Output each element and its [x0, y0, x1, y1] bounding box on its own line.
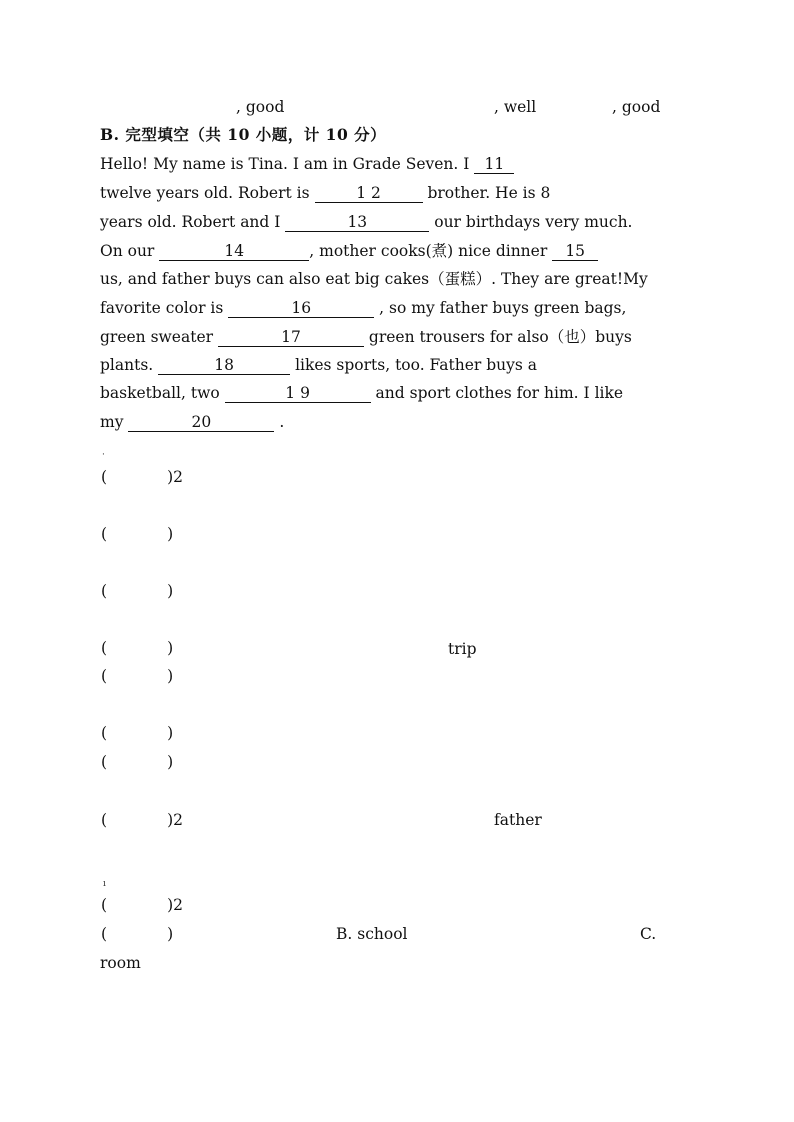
answer-bracket-open: (: [101, 925, 108, 943]
question-row-7[interactable]: [101, 752, 173, 772]
answer-bracket-open: (: [101, 667, 108, 685]
question-row-2[interactable]: [101, 524, 173, 544]
answer-bracket-open: (: [101, 896, 108, 914]
passage-text: , so my father buys green bags,: [374, 299, 627, 317]
blank-17[interactable]: 17: [218, 328, 364, 347]
answer-bracket-open: (: [101, 525, 108, 543]
answer-bracket-close: ): [167, 639, 174, 657]
passage-text: years old. Robert and I: [100, 213, 286, 231]
passage-line-10: [100, 411, 696, 433]
answer-bracket-open: (: [101, 753, 108, 771]
blank-20[interactable]: 20: [128, 413, 274, 432]
answer-bracket-close: ): [167, 753, 174, 771]
passage-text: brother. He is 8: [422, 184, 551, 202]
option-well: , well: [494, 98, 537, 116]
stray-mark: ·: [102, 450, 105, 460]
blank-19[interactable]: 1 9: [225, 384, 371, 403]
option-good-1: , good: [236, 98, 285, 116]
answer-bracket-close: )2: [167, 811, 183, 829]
blank-16[interactable]: 16: [228, 299, 374, 318]
answer-bracket-close: )2: [167, 468, 183, 486]
passage-text: green trousers for also（也）buys: [363, 328, 632, 346]
passage-text: .: [274, 413, 285, 431]
passage-text: favorite color is: [100, 299, 229, 317]
blank-13[interactable]: 13: [285, 213, 429, 232]
answer-bracket-close: )2: [167, 896, 183, 914]
section-b-heading: B. 完型填空（共 10 小题，计 10 分）: [100, 125, 387, 144]
passage-text: green sweater: [100, 328, 218, 346]
passage-line-8: [100, 354, 696, 376]
option-c-label: C.: [640, 925, 657, 943]
question-row-10[interactable]: [101, 924, 173, 944]
question-row-6[interactable]: [101, 723, 173, 743]
passage-text: our birthdays very much.: [429, 213, 633, 231]
answer-bracket-open: (: [101, 724, 108, 742]
answer-bracket-close: ): [167, 724, 174, 742]
passage-line-4: [100, 240, 696, 262]
answer-bracket-close: ): [167, 582, 174, 600]
option-b-school: B. school: [336, 925, 408, 943]
question-row-8[interactable]: [101, 810, 183, 830]
blank-11[interactable]: 11: [474, 155, 514, 174]
question-row-1[interactable]: [101, 467, 183, 487]
stray-mark: ı: [103, 879, 106, 889]
passage-text: , mother cooks(煮) nice dinner: [309, 242, 553, 260]
question-row-4[interactable]: [101, 638, 173, 658]
answer-bracket-close: ): [167, 925, 174, 943]
answer-bracket-close: ): [167, 525, 174, 543]
passage-text: likes sports, too. Father buys a: [290, 356, 538, 374]
passage-line-5: us, and father buys can also eat big cakes（蛋糕）. They are great!My: [100, 270, 648, 288]
option-c-room: room: [100, 954, 141, 972]
blank-18[interactable]: 18: [158, 356, 290, 375]
answer-bracket-open: (: [101, 639, 108, 657]
answer-bracket-open: (: [101, 468, 108, 486]
passage-text: and sport clothes for him. I like: [370, 384, 624, 402]
answer-bracket-open: (: [101, 811, 108, 829]
passage-text: my: [100, 413, 129, 431]
passage-text: On our: [100, 242, 160, 260]
passage-line-7: [100, 326, 696, 348]
passage-line-9: [100, 382, 696, 404]
passage-text: Hello! My name is Tina. I am in Grade Seven. I: [100, 155, 475, 173]
question-row-3[interactable]: [101, 581, 173, 601]
option-father: father: [494, 811, 542, 829]
passage-line-6: [100, 297, 696, 319]
passage-text: plants.: [100, 356, 159, 374]
option-trip: trip: [448, 640, 477, 658]
blank-15[interactable]: 15: [552, 242, 598, 261]
passage-text: basketball, two: [100, 384, 225, 402]
passage-text: twelve years old. Robert is: [100, 184, 315, 202]
passage-line-1: [100, 153, 696, 175]
passage-line-2: [100, 182, 696, 204]
passage-line-3: [100, 211, 696, 233]
answer-bracket-open: (: [101, 582, 108, 600]
blank-14[interactable]: 14: [159, 242, 309, 261]
blank-12[interactable]: 1 2: [315, 184, 423, 203]
question-row-9[interactable]: [101, 895, 183, 915]
question-row-5[interactable]: [101, 666, 173, 686]
option-good-2: , good: [612, 98, 661, 116]
answer-bracket-close: ): [167, 667, 174, 685]
